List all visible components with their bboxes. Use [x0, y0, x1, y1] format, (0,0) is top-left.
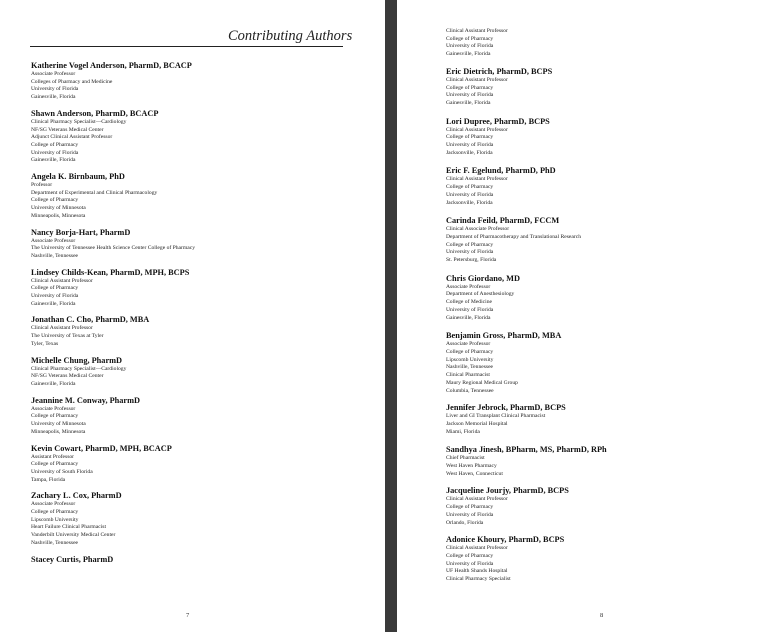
author-name: Eric F. Egelund, PharmD, PhD: [446, 166, 556, 176]
affiliation-line: Lipscomb University: [446, 356, 494, 363]
affiliation-line: Nashville, Tennessee: [31, 252, 79, 259]
affiliation-line: College of Pharmacy: [446, 504, 494, 511]
author-entry: [31, 268, 361, 309]
affiliation-line: Minneapolis, Minnesota: [31, 428, 86, 435]
affiliation-line: West Haven, Connecticut: [446, 470, 503, 477]
author-entry: [446, 28, 756, 59]
author-entry: [446, 331, 756, 395]
affiliation-line: Chief Pharmacist: [446, 455, 485, 462]
affiliation-line: Gainesville, Florida: [31, 157, 76, 164]
affiliation-line: College of Pharmacy: [31, 509, 79, 516]
affiliation-line: Associate Professor: [31, 405, 76, 412]
affiliation-line: Tampa, Florida: [31, 476, 66, 483]
affiliation-line: Tyler, Texas: [31, 340, 59, 347]
page-number: 8: [600, 612, 604, 619]
affiliation-line: University of South Florida: [31, 468, 93, 475]
author-entry: [446, 67, 756, 108]
page-title: Contributing Authors: [228, 28, 353, 44]
affiliation-line: College of Pharmacy: [446, 348, 494, 355]
affiliation-line: Department of Experimental and Clinical Pharmacology: [31, 189, 158, 196]
author-entry: [31, 491, 361, 547]
author-entry: [31, 444, 361, 485]
affiliation-line: Clinical Assistant Professor: [446, 76, 508, 83]
author-name: Nancy Borja-Hart, PharmD: [31, 227, 131, 237]
affiliation-line: The University of Texas at Tyler: [31, 333, 104, 340]
affiliation-line: College of Pharmacy: [31, 461, 79, 468]
author-name: Michelle Chung, PharmD: [31, 355, 123, 365]
author-entry: [31, 396, 361, 437]
affiliation-line: Maury Regional Medical Group: [446, 379, 518, 386]
affiliation-line: Miami, Florida: [446, 428, 480, 435]
affiliation-line: Minneapolis, Minnesota: [31, 212, 86, 219]
affiliation-line: College of Pharmacy: [446, 84, 494, 91]
left-author-list: [31, 61, 361, 565]
affiliation-line: Associate Professor: [446, 341, 491, 348]
author-name: Kevin Cowart, PharmD, MPH, BCACP: [31, 443, 172, 453]
affiliation-line: Colleges of Pharmacy and Medicine: [31, 78, 113, 85]
author-entry: [446, 166, 756, 207]
author-name: Angela K. Birnbaum, PhD: [31, 172, 125, 182]
affiliation-line: Clinical Assistant Professor: [446, 545, 508, 552]
page-number: 7: [186, 612, 190, 619]
affiliation-line: Department of Anesthesiology: [446, 291, 515, 298]
affiliation-line: Gainesville, Florida: [446, 314, 491, 321]
author-entry: [446, 486, 756, 527]
author-name: Benjamin Gross, PharmD, MBA: [446, 331, 562, 341]
affiliation-line: Jackson Memorial Hospital: [446, 420, 508, 427]
affiliation-line: Associate Professor: [31, 501, 76, 508]
affiliation-line: College of Pharmacy: [31, 285, 79, 292]
affiliation-line: University of Florida: [446, 43, 494, 50]
affiliation-line: University of Florida: [446, 142, 494, 149]
right-author-list: [446, 28, 756, 584]
author-entry: [446, 535, 756, 584]
affiliation-line: Clinical Assistant Professor: [446, 496, 508, 503]
affiliation-line: NF/SG Veterans Medical Center: [31, 373, 104, 380]
affiliation-line: Vanderbilt University Medical Center: [31, 532, 116, 539]
author-entry: [31, 109, 361, 165]
affiliation-line: NF/SG Veterans Medical Center: [31, 126, 104, 133]
affiliation-line: College of Medicine: [446, 299, 492, 306]
author-entry: [31, 356, 361, 389]
author-name: Jeannine M. Conway, PharmD: [31, 395, 141, 405]
affiliation-line: The University of Tennessee Health Science Center College of Pharmacy: [31, 245, 195, 252]
affiliation-line: University of Florida: [31, 86, 79, 93]
affiliation-line: Gainesville, Florida: [446, 99, 491, 106]
author-name: Lori Dupree, PharmD, BCPS: [446, 116, 550, 126]
affiliation-line: University of Florida: [446, 249, 494, 256]
affiliation-line: Nashville, Tennessee: [31, 539, 79, 546]
affiliation-line: Department of Pharmacotherapy and Translational Research: [446, 233, 581, 240]
author-name: Shawn Anderson, PharmD, BCACP: [31, 108, 159, 118]
affiliation-line: Gainesville, Florida: [446, 51, 491, 58]
affiliation-line: Clinical Pharmacy Specialist—Cardiology: [31, 365, 127, 372]
affiliation-line: College of Pharmacy: [446, 552, 494, 559]
affiliation-line: Clinical Assistant Professor: [31, 277, 93, 284]
author-name: Jonathan C. Cho, PharmD, MBA: [31, 315, 150, 325]
affiliation-line: Clinical Assistant Professor: [446, 126, 508, 133]
title-rule: [30, 46, 343, 47]
author-entry: [446, 117, 756, 158]
author-name: Stacey Curtis, PharmD: [31, 554, 114, 564]
affiliation-line: St. Petersburg, Florida: [446, 257, 497, 264]
affiliation-line: West Haven Pharmacy: [446, 463, 497, 470]
author-entry: [31, 555, 361, 565]
affiliation-line: Clinical Associate Professor: [446, 226, 510, 233]
affiliation-line: Gainesville, Florida: [31, 300, 76, 307]
author-entry: [446, 274, 756, 323]
author-entry: [31, 228, 361, 261]
affiliation-line: Gainesville, Florida: [31, 94, 76, 101]
author-entry: [446, 216, 756, 265]
affiliation-line: University of Florida: [446, 191, 494, 198]
affiliation-line: Clinical Assistant Professor: [31, 325, 93, 332]
right-page: [397, 0, 768, 632]
author-name: Eric Dietrich, PharmD, BCPS: [446, 66, 553, 76]
affiliation-line: Nashville, Tennessee: [446, 364, 494, 371]
affiliation-line: Professor: [31, 182, 53, 189]
author-name: Lindsey Childs-Kean, PharmD, MPH, BCPS: [31, 267, 190, 277]
affiliation-line: Associate Professor: [31, 237, 76, 244]
author-name: Jacqueline Jourjy, PharmD, BCPS: [446, 486, 569, 496]
affiliation-line: University of Minnesota: [31, 421, 86, 428]
affiliation-line: Associate Professor: [31, 71, 76, 77]
affiliation-line: University of Florida: [446, 306, 494, 313]
affiliation-line: Jacksonville, Florida: [446, 149, 493, 156]
affiliation-line: Clinical Assistant Professor: [446, 176, 508, 183]
affiliation-line: Columbia, Tennessee: [446, 387, 494, 394]
author-entry: [31, 172, 361, 221]
affiliation-line: University of Florida: [31, 293, 79, 300]
author-name: Chris Giordano, MD: [446, 273, 520, 283]
affiliation-line: College of Pharmacy: [446, 35, 494, 42]
affiliation-line: Clinical Pharmacist: [446, 372, 490, 379]
affiliation-line: University of Minnesota: [31, 205, 86, 212]
author-name: Zachary L. Cox, PharmD: [31, 491, 122, 501]
author-name: Jennifer Jebrock, PharmD, BCPS: [446, 403, 566, 413]
affiliation-line: Associate Professor: [446, 283, 491, 290]
author-name: Adonice Khoury, PharmD, BCPS: [446, 535, 565, 545]
affiliation-line: Adjunct Clinical Assistant Professor: [31, 134, 113, 141]
affiliation-line: UF Health Shands Hospital: [446, 568, 508, 575]
affiliation-line: University of Florida: [446, 560, 494, 567]
affiliation-line: Jacksonville, Florida: [446, 199, 493, 206]
affiliation-line: Assistant Professor: [31, 453, 75, 460]
affiliation-line: Orlando, Florida: [446, 519, 484, 526]
author-entry: [31, 315, 361, 348]
author-entry: [446, 403, 756, 436]
affiliation-line: Clinical Pharmacy Specialist—Cardiology: [31, 118, 127, 125]
affiliation-line: University of Florida: [31, 149, 79, 156]
affiliation-line: College of Pharmacy: [31, 197, 79, 204]
author-name: Katherine Vogel Anderson, PharmD, BCACP: [31, 61, 192, 70]
affiliation-line: Liver and GI Transplant Clinical Pharmacist: [446, 413, 546, 420]
affiliation-line: Heart Failure Clinical Pharmacist: [31, 524, 107, 531]
page-gutter: [385, 0, 397, 632]
affiliation-line: Clinical Assistant Professor: [446, 28, 508, 34]
affiliation-line: College of Pharmacy: [446, 241, 494, 248]
affiliation-line: College of Pharmacy: [446, 184, 494, 191]
affiliation-line: College of Pharmacy: [31, 141, 79, 148]
affiliation-line: College of Pharmacy: [446, 134, 494, 141]
affiliation-line: Lipscomb University: [31, 516, 79, 523]
affiliation-line: Gainesville, Florida: [31, 380, 76, 387]
affiliation-line: College of Pharmacy: [31, 413, 79, 420]
author-name: Sandhya Jinesh, BPharm, MS, PharmD, RPh: [446, 445, 607, 455]
author-name: Carinda Feild, PharmD, FCCM: [446, 216, 560, 226]
affiliation-line: University of Florida: [446, 92, 494, 99]
author-entry: [31, 61, 361, 102]
author-entry: [446, 445, 756, 478]
affiliation-line: University of Florida: [446, 511, 494, 518]
affiliation-line: Clinical Pharmacy Specialist: [446, 576, 511, 583]
